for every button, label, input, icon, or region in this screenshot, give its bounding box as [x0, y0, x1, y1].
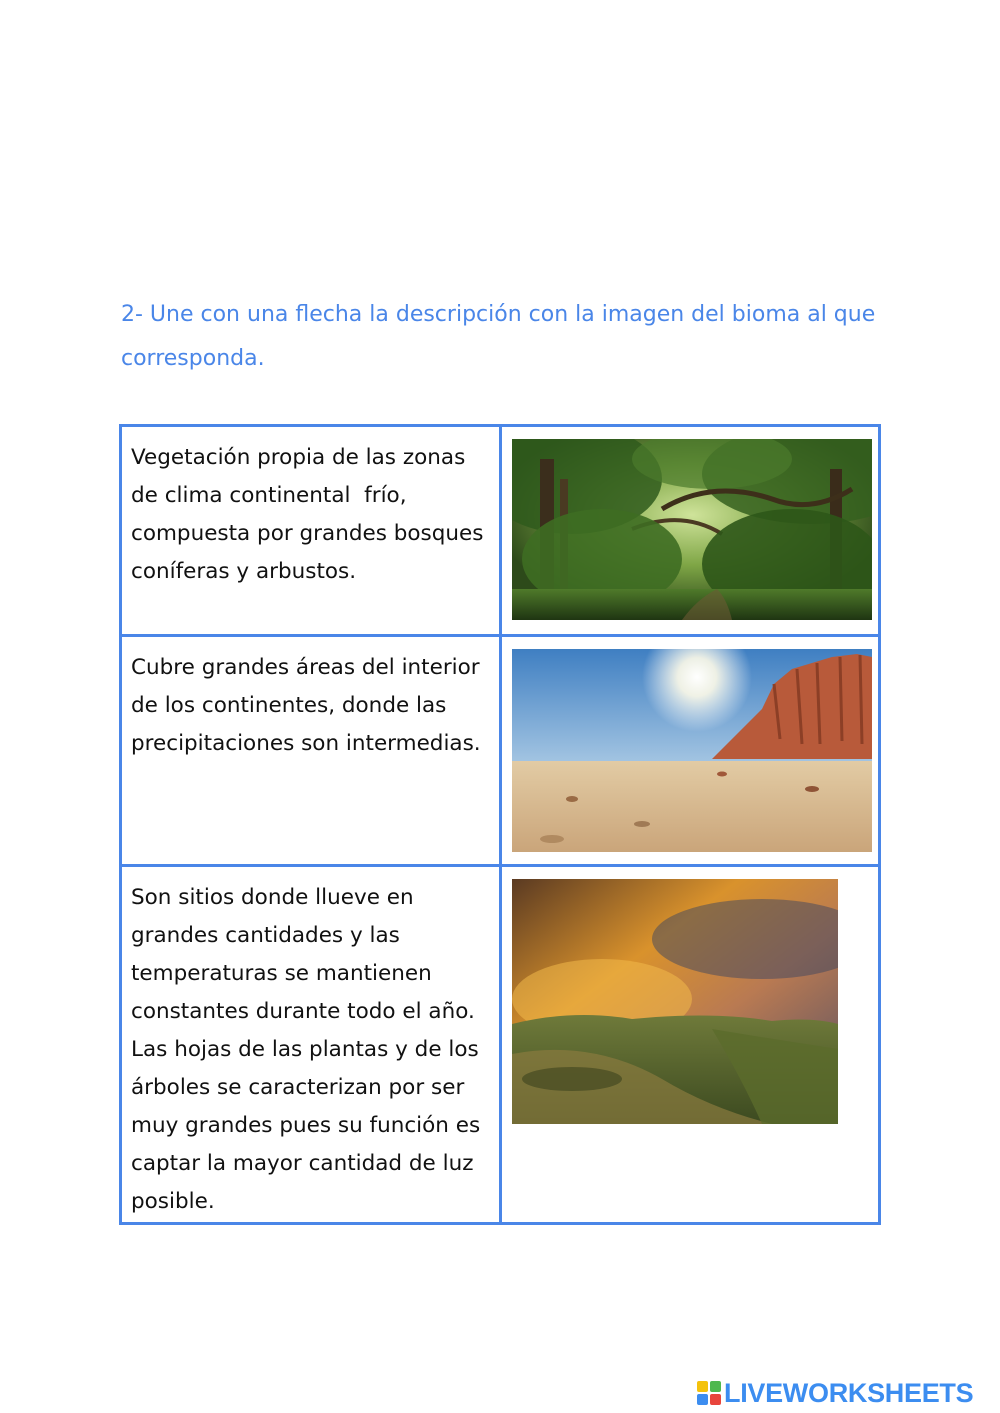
table-row	[121, 426, 880, 636]
description-cell	[121, 636, 501, 866]
description-text: Cubre grandes áreas del interior de los continentes, donde las precipitaciones son intermedias.	[131, 655, 481, 756]
brand-name: LIVEWORKSHEETS	[724, 1378, 974, 1408]
image-cell	[501, 426, 880, 636]
forest-photo	[512, 439, 872, 620]
instruction-text	[121, 293, 881, 381]
table-row	[121, 636, 880, 866]
liveworksheets-brand	[697, 1378, 973, 1408]
description-cell	[121, 866, 501, 1224]
description-text: Vegetación propia de las zonas de clima continental frío, compuesta por grandes bosques coníferas y arbustos.	[131, 445, 484, 584]
liveworksheets-logo-icon	[697, 1381, 721, 1405]
image-cell	[501, 636, 880, 866]
grassland-photo	[512, 879, 838, 1124]
image-cell	[501, 866, 880, 1224]
instruction-line-1: 2- Une con una flecha la descripción con la imagen del bioma al que	[121, 302, 876, 327]
biome-matching-table	[119, 424, 881, 1225]
description-cell	[121, 426, 501, 636]
table-row	[121, 866, 880, 1224]
description-text: Son sitios donde llueve en grandes cantidades y las temperaturas se mantienen constantes durante todo el año. Las hojas de las plantas y de los árboles se caracterizan por ser muy grandes pues su función es captar la mayor cantidad de luz posible.	[131, 885, 481, 1214]
instruction-line-2: corresponda.	[121, 346, 265, 371]
desert-photo	[512, 649, 872, 852]
